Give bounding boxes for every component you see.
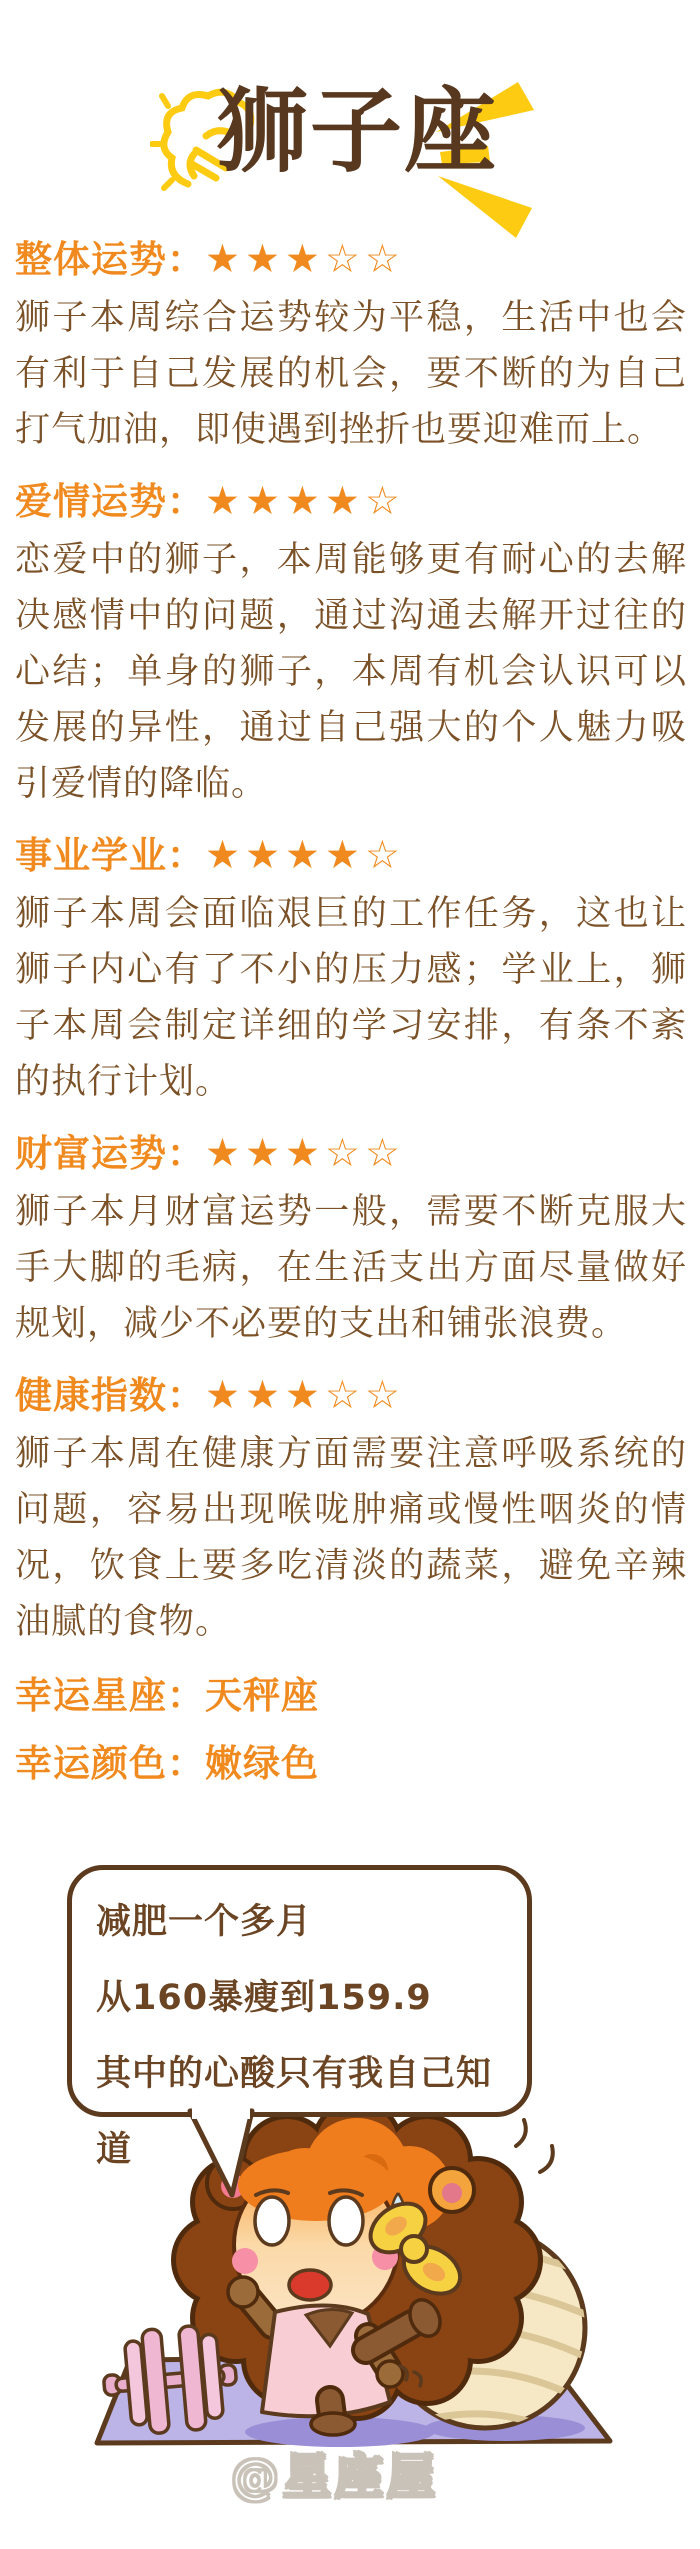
star-rating: ★★★★☆	[205, 833, 405, 878]
star-rating: ★★★☆☆	[205, 1131, 405, 1176]
speech-line: 从160暴瘦到159.9	[96, 1978, 432, 2018]
title-block	[0, 76, 700, 206]
section-body-overall: 狮子本周综合运势较为平稳，生活中也会有利于自己发展的机会，要不断的为自己打气加油，即使遇到挫折也要迎难而上。	[15, 298, 687, 450]
section-header-career	[15, 834, 687, 878]
star-rating: ★★★☆☆	[205, 1373, 405, 1418]
lion-paw	[228, 2277, 258, 2307]
section-body-health: 狮子本周在健康方面需要注意呼吸系统的问题，容易出现喉咙肿痛或慢性咽炎的情况，饮食上要多吃清淡的蔬菜，避免辛辣油腻的食物。	[15, 1434, 687, 1642]
star-rating: ★★★☆☆	[205, 237, 405, 282]
page-title: 狮子座	[216, 78, 499, 185]
section-label: 爱情运势：	[15, 480, 205, 523]
lion-eye	[329, 2197, 363, 2245]
horoscope-sections	[15, 238, 687, 1786]
section-body-wealth: 狮子本月财富运势一般，需要不断克服大手大脚的毛病，在生活支出方面尽量做好规划，减少不必要的支出和铺张浪费。	[15, 1192, 687, 1344]
section-label: 财富运势：	[15, 1132, 205, 1175]
star-rating: ★★★★☆	[205, 479, 405, 524]
section-label: 事业学业：	[15, 834, 205, 877]
section-header-wealth	[15, 1132, 687, 1176]
section-label: 健康指数：	[15, 1374, 205, 1417]
speech-bubble-tail	[180, 2105, 270, 2205]
section-label: 整体运势：	[15, 238, 205, 281]
section-header-overall	[15, 238, 687, 282]
lion-foot	[311, 2413, 355, 2435]
section-body-career: 狮子本周会面临艰巨的工作任务，这也让狮子内心有了不小的压力感；学业上，狮子本周会制定详细的学习安排，有条不紊的执行计划。	[15, 894, 687, 1102]
speech-bubble	[67, 1865, 532, 2170]
lucky-color-label: 幸运颜色：	[15, 1742, 205, 1785]
watermark: @星座屋	[230, 2449, 440, 2505]
lucky-sign-line	[15, 1674, 687, 1718]
section-body-love: 恋爱中的狮子，本周能够更有耐心的去解决感情中的问题，通过沟通去解开过往的心结；单身的狮子，本周有机会认识可以发展的异性，通过自己强大的个人魅力吸引爱情的降临。	[15, 540, 687, 804]
speech-line: 减肥一个多月	[96, 1902, 313, 1942]
blush	[232, 2248, 258, 2274]
lion-mouth	[289, 2270, 331, 2300]
lucky-sign-value: 天秤座	[205, 1674, 319, 1717]
lucky-color-value: 嫩绿色	[205, 1742, 319, 1785]
speech-line: 其中的心酸只有我自己知道	[96, 2054, 493, 2170]
lucky-color-line	[15, 1742, 687, 1786]
section-header-health	[15, 1374, 687, 1418]
section-header-love	[15, 480, 687, 524]
lucky-sign-label: 幸运星座：	[15, 1674, 205, 1717]
